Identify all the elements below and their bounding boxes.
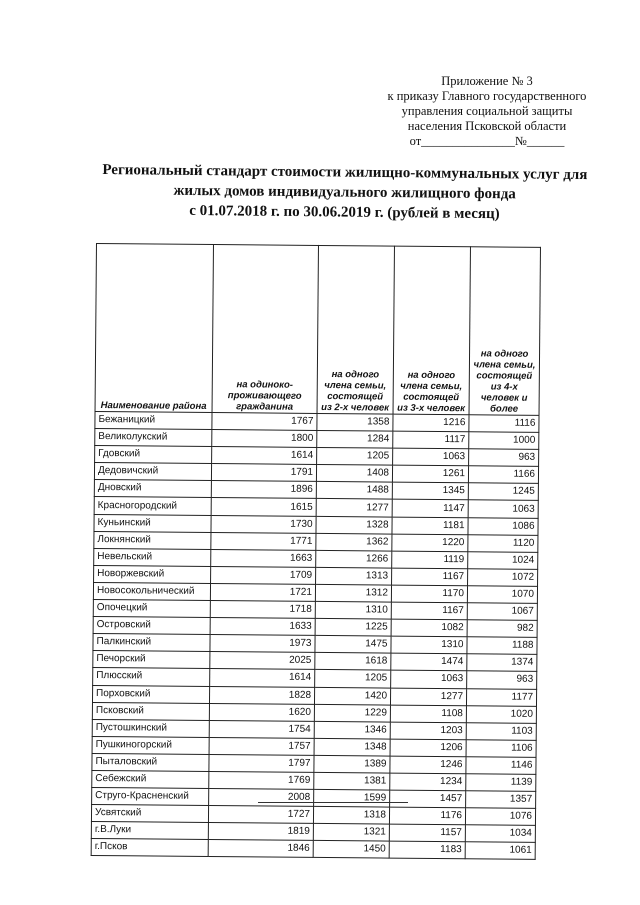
cost-value-cell: 1346 xyxy=(314,721,390,739)
cost-value-cell: 1321 xyxy=(313,824,389,842)
signature-line xyxy=(258,802,408,803)
cost-value-cell: 1205 xyxy=(317,448,393,466)
cost-value-cell: 1070 xyxy=(467,586,537,604)
cost-value-cell: 1220 xyxy=(392,534,468,552)
district-name-cell: Дновский xyxy=(94,480,211,498)
district-name-cell: Струго-Красненский xyxy=(92,788,209,806)
cost-value-cell: 1312 xyxy=(315,584,391,602)
district-name-cell: Пустошкинский xyxy=(92,719,209,737)
district-name-cell: Красногородский xyxy=(94,497,211,515)
annex-block xyxy=(372,74,602,149)
cost-value-cell: 1103 xyxy=(466,722,536,740)
cost-value-cell: 1063 xyxy=(468,500,538,518)
cost-value-cell: 1420 xyxy=(314,687,390,705)
district-name-cell: Печорский xyxy=(93,651,210,669)
cost-value-cell: 1771 xyxy=(211,532,316,550)
cost-value-cell: 1718 xyxy=(210,601,315,619)
district-name-cell: Островский xyxy=(93,617,210,635)
cost-value-cell: 1769 xyxy=(209,771,314,789)
cost-value-cell: 1846 xyxy=(208,840,313,858)
cost-value-cell: 1475 xyxy=(315,636,391,654)
cost-value-cell: 1345 xyxy=(392,482,468,500)
cost-value-cell: 1106 xyxy=(466,740,536,758)
cost-value-cell: 1457 xyxy=(390,790,466,808)
cost-value-cell: 1389 xyxy=(314,755,390,773)
cost-value-cell: 1177 xyxy=(466,688,536,706)
cost-value-cell: 1119 xyxy=(392,551,468,569)
header-family-of-3: на одного члена семьи, состоящей из 3-х человек xyxy=(393,246,470,415)
district-name-cell: Пыталовский xyxy=(92,753,209,771)
cost-value-cell: 1488 xyxy=(316,482,392,500)
cost-value-cell: 1170 xyxy=(391,585,467,603)
cost-value-cell: 1615 xyxy=(211,498,316,516)
district-name-cell: Новосокольнический xyxy=(93,582,210,600)
district-name-cell: Псковский xyxy=(92,702,209,720)
district-name-cell: Палкинский xyxy=(93,634,210,652)
cost-value-cell: 1819 xyxy=(208,823,313,841)
cost-value-cell: 1188 xyxy=(467,637,537,655)
cost-value-cell: 1072 xyxy=(468,569,538,587)
cost-value-cell: 1828 xyxy=(209,686,314,704)
cost-value-cell: 1284 xyxy=(317,431,393,449)
cost-value-cell: 1020 xyxy=(466,705,536,723)
cost-value-cell: 1117 xyxy=(393,431,469,449)
cost-value-cell: 963 xyxy=(467,671,537,689)
cost-value-cell: 1358 xyxy=(317,413,393,431)
header-single-resident: на одинокопроживающего гражданина xyxy=(212,245,318,414)
cost-value-cell: 1176 xyxy=(389,807,465,825)
district-name-cell: Великолукский xyxy=(95,429,212,447)
cost-value-cell: 1663 xyxy=(211,549,316,567)
cost-value-cell: 1082 xyxy=(391,619,467,637)
cost-value-cell: 1139 xyxy=(466,774,536,792)
district-name-cell: Невельский xyxy=(94,548,211,566)
annex-order-line: к приказу Главного государственного xyxy=(387,89,587,103)
cost-value-cell: 1167 xyxy=(392,568,468,586)
cost-value-cell: 1229 xyxy=(314,704,390,722)
cost-value-cell: 2008 xyxy=(209,789,314,807)
table-body xyxy=(91,411,539,859)
district-name-cell: Куньинский xyxy=(94,514,211,532)
cost-value-cell: 1246 xyxy=(390,756,466,774)
cost-value-cell: 1063 xyxy=(393,448,469,466)
cost-value-cell: 1633 xyxy=(210,618,315,636)
cost-value-cell: 1063 xyxy=(391,670,467,688)
cost-value-cell: 1146 xyxy=(466,757,536,775)
district-name-cell: Локнянский xyxy=(94,531,211,549)
cost-standard-table-wrap xyxy=(91,243,541,860)
annex-department-line: управления социальной защиты xyxy=(401,104,573,118)
cost-value-cell: 1408 xyxy=(316,465,392,483)
cost-value-cell: 1203 xyxy=(390,722,466,740)
cost-value-cell: 1721 xyxy=(210,583,315,601)
cost-value-cell: 963 xyxy=(469,449,539,467)
cost-value-cell: 1061 xyxy=(465,842,535,860)
cost-value-cell: 1800 xyxy=(212,430,317,448)
cost-value-cell: 1225 xyxy=(315,619,391,637)
cost-value-cell: 1618 xyxy=(315,653,391,671)
cost-value-cell: 1727 xyxy=(208,806,313,824)
header-family-of-2: на одного члена семьи, состоящей из 2-х человек xyxy=(317,245,394,414)
cost-value-cell: 1205 xyxy=(315,670,391,688)
district-name-cell: Бежаницкий xyxy=(95,411,212,429)
cost-value-cell: 1277 xyxy=(316,499,392,517)
cost-value-cell: 1167 xyxy=(391,602,467,620)
cost-value-cell: 1474 xyxy=(391,653,467,671)
title-line-1: Региональный стандарт стоимости жилищно-коммунальных услуг для xyxy=(102,162,588,184)
cost-value-cell: 1318 xyxy=(313,807,389,825)
district-name-cell: Порховский xyxy=(92,685,209,703)
district-name-cell: Плюсский xyxy=(93,668,210,686)
district-name-cell: Опочецкий xyxy=(93,600,210,618)
cost-standard-table xyxy=(91,243,541,860)
cost-value-cell: 982 xyxy=(467,620,537,638)
cost-value-cell: 1000 xyxy=(469,432,539,450)
title-line-2: жилых домов индивидуального жилищного фонда xyxy=(173,182,516,203)
district-name-cell: Себежский xyxy=(92,770,209,788)
cost-value-cell: 1973 xyxy=(210,635,315,653)
cost-value-cell: 1348 xyxy=(314,738,390,756)
header-family-of-4-plus: на одного члена семьи, состоящей из 4-х человек и более xyxy=(469,247,540,416)
cost-value-cell: 2025 xyxy=(210,652,315,670)
cost-value-cell: 1797 xyxy=(209,754,314,772)
cost-value-cell: 1310 xyxy=(391,636,467,654)
cost-value-cell: 1245 xyxy=(468,483,538,501)
header-district: Наименование района xyxy=(95,244,213,413)
annex-title: Приложение № 3 xyxy=(441,74,533,88)
district-name-cell: Пушкиногорский xyxy=(92,736,209,754)
title-line-3: с 01.07.2018 г. по 30.06.2019 г. (рублей в месяц) xyxy=(189,202,500,223)
cost-value-cell: 1076 xyxy=(465,808,535,826)
cost-value-cell: 1313 xyxy=(316,567,392,585)
cost-value-cell: 1310 xyxy=(315,601,391,619)
cost-value-cell: 1277 xyxy=(390,688,466,706)
cost-value-cell: 1024 xyxy=(468,552,538,570)
cost-value-cell: 1620 xyxy=(209,703,314,721)
cost-value-cell: 1328 xyxy=(316,516,392,534)
cost-value-cell: 1183 xyxy=(389,841,465,859)
cost-value-cell: 1381 xyxy=(314,772,390,790)
cost-value-cell: 1166 xyxy=(468,466,538,484)
cost-value-cell: 1108 xyxy=(390,705,466,723)
cost-value-cell: 1261 xyxy=(392,465,468,483)
district-name-cell: г.Псков xyxy=(91,839,208,857)
cost-value-cell: 1362 xyxy=(316,533,392,551)
document-title xyxy=(99,160,590,225)
cost-value-cell: 1116 xyxy=(469,415,539,433)
district-name-cell: Усвятский xyxy=(91,805,208,823)
cost-value-cell: 1034 xyxy=(465,825,535,843)
district-name-cell: г.В.Луки xyxy=(91,822,208,840)
cost-value-cell: 1450 xyxy=(313,841,389,859)
cost-value-cell: 1614 xyxy=(212,447,317,465)
cost-value-cell: 1896 xyxy=(211,481,316,499)
cost-value-cell: 1234 xyxy=(390,773,466,791)
district-name-cell: Новоржевский xyxy=(94,565,211,583)
cost-value-cell: 1120 xyxy=(468,534,538,552)
cost-value-cell: 1767 xyxy=(212,413,317,431)
cost-value-cell: 1086 xyxy=(468,517,538,535)
cost-value-cell: 1147 xyxy=(392,500,468,518)
cost-value-cell: 1599 xyxy=(314,789,390,807)
cost-value-cell: 1181 xyxy=(392,517,468,535)
cost-value-cell: 1266 xyxy=(316,550,392,568)
annex-date-number-line: от_______________№______ xyxy=(409,134,565,148)
cost-value-cell: 1757 xyxy=(209,737,314,755)
cost-value-cell: 1206 xyxy=(390,739,466,757)
cost-value-cell: 1754 xyxy=(209,720,314,738)
cost-value-cell: 1357 xyxy=(466,791,536,809)
cost-value-cell: 1791 xyxy=(211,464,316,482)
cost-value-cell: 1216 xyxy=(393,414,469,432)
cost-value-cell: 1730 xyxy=(211,515,316,533)
table-row xyxy=(91,839,535,860)
district-name-cell: Дедовичский xyxy=(94,463,211,481)
cost-value-cell: 1374 xyxy=(467,654,537,672)
cost-value-cell: 1709 xyxy=(211,566,316,584)
cost-value-cell: 1157 xyxy=(389,824,465,842)
cost-value-cell: 1067 xyxy=(467,603,537,621)
cost-value-cell: 1614 xyxy=(210,669,315,687)
district-name-cell: Гдовский xyxy=(95,446,212,464)
table-header-row xyxy=(95,244,540,416)
annex-region-line: населения Псковской области xyxy=(407,119,567,133)
